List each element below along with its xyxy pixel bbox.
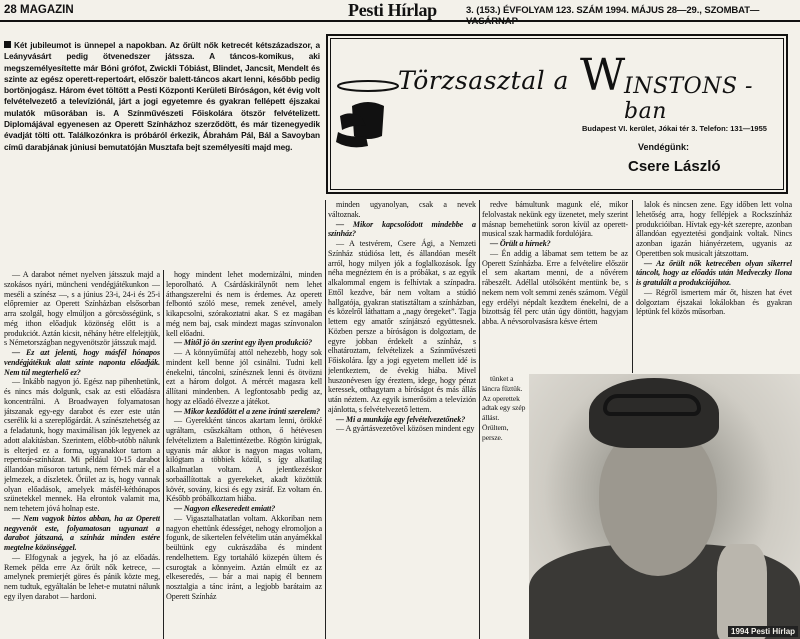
column-rule (632, 200, 633, 373)
article-paragraph: — Elfogynak a jegyek, ha jó az előadás. Remek példa erre Az őrült nők ketrece, — amelynek premierjét göres és pánik közte meg, nem tudtuk, egyáltalán be lehet-e mutatni nálunk egy ilyen darabot — hardoni. (4, 552, 160, 601)
issue-info: 3. (153.) ÉVFOLYAM 123. SZÁM 1994. MÁJUS 28—29., SZOMBAT—VASÁRNAP (466, 5, 760, 27)
newspaper-logo: Pesti Hírlap (348, 0, 437, 20)
article-paragraph: — Én addig a lábamat sem tettem be az Operett Színházba. Erre a felvételire először el sem akartam menni, de a nővérem rábeszélt. Adéllal utólsóként mentünk be, s nekem nem volt semmi zenés számom. Végül egy erdélyi népdalt kezdtem énekelni, de a bizottság fél perc után úgy döntött, hagyjam abba. A névsorolvasásra késve értem (482, 248, 628, 326)
interview-question: — Örült a hírnek? (490, 239, 551, 248)
article-paragraph: — A gyártásvezetővel közösen mindent egy (336, 424, 475, 434)
interview-question: — Mitől jó ön szerint egy ilyen produkció? (174, 338, 313, 348)
lead-text: Két jubileumot is ünnepel a napokban. Az őrült nők ketrecét kétszázadszor, a Leányvásárt pedig ötvenedszer játssza. A táncos-komikus, aki megszemélyesítette már Bóni grófot, Zwickli Tóbiást, Blindet, Jancsit, Mendelt és szinte az egész operett-repertoárt, először balett-táncos akart lenni, később pedig bortönjogász. Három évet töltött a Pesti Központi Kerületi Bíróságon, két évig volt felvételvezető a televíziónál, járt a jogi egyetemre és gyakran fellépett éjszakai mulatók műsorában is. A Színművészeti Főiskolára ötször felvételizett. Diplomájával egyenesen az Operett Színházhoz szerződött, és már tizenegyedik évadját tölti ott. Találkozónkra is próbáról érkezik, Ábrahám Pál, Bál a Savoyban című darabjának júniusi bemutatóján Musztafa bejt személyesíti majd meg. (4, 40, 320, 152)
photo-sunglasses (603, 394, 701, 416)
article-column-2 (166, 270, 322, 639)
column-rule (325, 200, 326, 639)
portrait-photo (529, 374, 800, 639)
interview-question: — Az őrült nők ketrecében olyan sikerrel táncolt, hogy az előadás után Medveczky Ilona is gratulált a produkciójához. (636, 258, 792, 287)
venue-address: Budapest VI. kerület, Jókai tér 3. Telefon: 131—1955 (582, 124, 767, 133)
article-column-3 (328, 200, 476, 639)
article-paragraph: lalok és nincsen zene. Egy időben lett volna lehetőség arra, hogy fellépjek a Rockszínház produkcióiban. Hívtak egy-két szerepre, azonban állandóan egyeztetési gondjaink voltak. Nincs azonban igazán hiányérzetem, ugyanis az Operettben sok musicalt játszottam. (636, 200, 792, 258)
article-paragraph: — Gyerekként táncos akartam lenni, örökké ugráltam, csűszkáltam otthon, ő hétévesen felvételiztem a Balettintézetbe. Rögtön kirúgtak, ugyanis már akkor is nagyon magas voltam, kilógtam a többiek közül, s így alkatilag alkalmatlan voltam. A jelentkezéskor sorbaállítottak a gyerekeket, akadt közöttük kövér, sovány, kicsi és egy zsiráf. Ez voltam én. Később próbálkoztam hiába. (166, 416, 322, 504)
guest-name: Csere László (628, 158, 721, 175)
article-paragraph: — A könnyűműfaj attól nehezebb, hogy sok mindent kell benne jól csinálni. Tudni kell énekelni, táncolni, színésznek lenni és ötvözni ezt a három dolgot. A mércét magasra kell állítani mindenben. A legfontosabb pedig az, hogy az előadó élvezze a játékot. (166, 348, 322, 406)
interview-question: — Nagyon elkeseredett emiatt? (174, 504, 276, 513)
article-paragraph: — Vigasztalhatatlan voltam. Akkoriban nem nagyon ehettünk édességet, nehogy elromoljon a fogunk, de sikertelen felvételim után anyámékkal beültünk egy cukrászdába és mindent rendelhettem. Egy tortaháló közepén ültem és csurogtak a könnyeim. Aztán elmúlt ez az elkeseredés, — bár a mai napig él bennem nosztalgia a tánc iránt, a legjobb barátaim az Operett Színház (166, 513, 322, 601)
interview-question: — Nem vagyok biztos abban, ha az Operett negyvenöt este, folyamatosan ugyanazt a darabot játszaná, a színház minden estére megtelne közönséggel. (4, 513, 160, 552)
header-box (326, 34, 788, 194)
interview-question: — Mi a munkája egy felvételvezetőnek? (336, 414, 466, 424)
column-rule (479, 200, 480, 639)
article-paragraph: — A testvérem, Csere Ági, a Nemzeti Színház stúdiósa lett, és állandóan mesélt arról, hogy milyen jók a foglalkozások. Így néha megnéztem én is a próbákat, s az egyik alkalommal engem is felhívtak a színpadra. Ettől kezdve, bár nem voltam a stúdió hallgatója, gyakran statisztáltam a színházban, és közelről láthattam a „nagy öregeket”. Tagja lettem egy amatőr színjátszó együttesnek. Közben persze a bíróságon is dolgoztam, de egyre jobban érdekelt a színház, s elhatároztam, felvételizek a Színművészeti Főiskolára. Így a jogi egyetem mellett idé is jelentkeztem, de évekig hiába. Mivel huszonévesen így éreztem, idege, hogy pénzt keressek, otthagytam a bíróságot és más állás után néztem. Az egyik ismerősöm a televízión ajánlotta, s felvételvezető lettem. (328, 239, 476, 414)
article-column-4 (482, 200, 628, 373)
article-paragraph: — Régről ismertem már őt, hiszen hat évet dolgoztam éjszakai lokálokban és gyakran léptünk fel közös műsorban. (636, 287, 792, 317)
article-paragraph: minden ugyanolyan, csak a nevek változnak. (328, 200, 476, 219)
article-paragraph: — A darabot német nyelven játsszuk majd a szokásos nyári, müncheni vendégjátékunkon — meséli a színész —, s a június 23-i, 24-i és 25-i előpremier az Operett Színházban elsősorban arra szolgál, hogy elmúljon a görcsösségünk, s még ithon előadjuk közönség előtt is a produkciót. Aztán kicsit, néhány hétre elfelejtjük, s Németországban negyvenötször játsszuk majd. (4, 270, 160, 348)
square-bullet-icon (4, 41, 11, 48)
photo-hand (717, 544, 767, 639)
article-column-1 (4, 270, 160, 639)
column-rule (163, 270, 164, 639)
article-column-5 (636, 200, 792, 373)
masthead (0, 0, 800, 27)
winstons-title: INSTONS -ban (624, 74, 753, 124)
interview-question: — Mikor kezdődött el a zene iránti szerelem? (174, 406, 321, 416)
winstons-initial: W (580, 50, 626, 101)
article-paragraph: tünket a láncra fűztük. Az operettek adtak egy szép állást. Örültem, persze. (482, 374, 526, 442)
photo-credit: 1994 Pesti Hírlap (728, 626, 798, 637)
article-paragraph: — Inkább nagyon jó. Egész nap pihenhetünk, és nincs más dolgunk, csak az esti előadásra koncentrálni. A Broadwayen folyamatosan játszanak egy-egy darabot és ezer este után cserélik ki a szereplőgárdát. A színésztehetség az a feladatunk, hogy maximálisan jók legyenek az adott alakításban. Szerintem, előbb-utóbb nálunk is elterjed ez a forma, ugyanakkor tartom a repertoár-színházat. Mi például 10-15 darabot állandóan műsoron tartunk, nem férnek már el a jelmezek, a díszletek. Őrület az is, hogy vannak olyan előadások, amelyek másfél-kéthónapos szünetekkel mennek. Ha elrontok valamit ma, nem tehetem jóvá holnap este. (4, 377, 160, 513)
guest-label: Vendégünk: (638, 142, 690, 152)
interview-question: — Mikor kapcsolódott mindebbe a színház? (328, 219, 476, 239)
section-label: 28 MAGAZIN (4, 4, 74, 16)
torzsasztal-title: Törzsasztal a (398, 66, 569, 95)
waiter-tray-icon (332, 76, 402, 186)
article-paragraph: redve bámultunk magunk elé, mikor felolvastak nekünk egy üzenetet, mely szerint másnap bemehetünk soron kívül az operett-musical szak harmadik fordulójára. (482, 200, 628, 239)
photo-face (599, 426, 717, 576)
article-paragraph: hogy mindent lehet modernizálni, minden leporolható. A Csárdáskirálynőt nem lehet áthangszerelni és nem is érdemes. Az operett felbontó szóló mese, remek zenével, amely kikapcsolni, szórakoztatni akar. S ez magában még nem baj, csak mindezt magas színvonalon kell előadni. (166, 270, 322, 338)
interview-question: — Ez azt jelenti, hogy másfél hónapos vendégjátékuk alatt szinte naponta előadják. Nem túl megterhelő ez? (4, 348, 160, 377)
lead-paragraph (4, 40, 320, 266)
article-column-4-continued (482, 374, 526, 639)
